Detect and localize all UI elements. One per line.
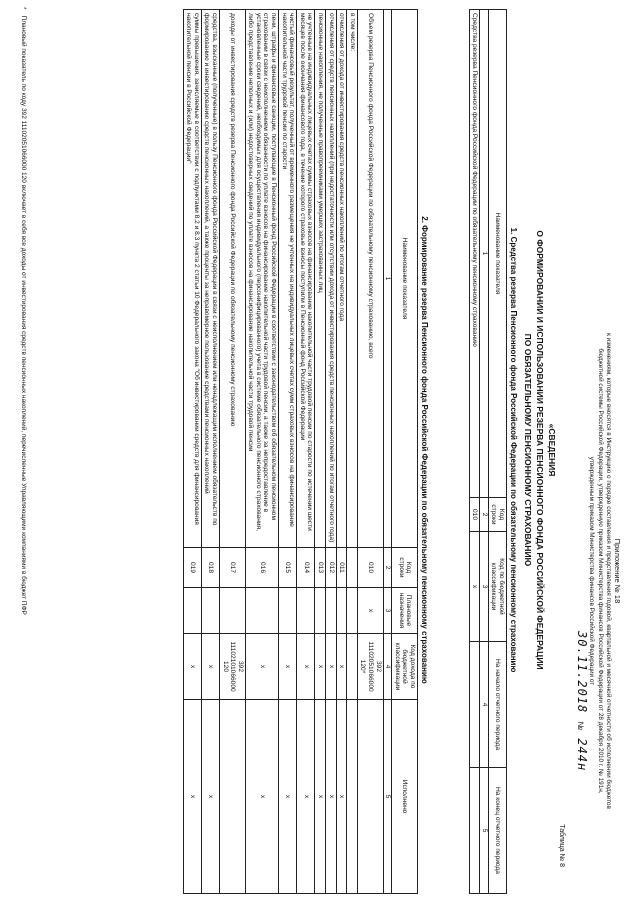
row-done: x xyxy=(336,700,347,894)
section-2-rows xyxy=(183,10,383,894)
table-row xyxy=(347,10,358,894)
row-kbk: x xyxy=(279,634,297,700)
row-code xyxy=(347,548,358,588)
table-row xyxy=(297,10,315,894)
footnote xyxy=(20,7,27,891)
heading-line-1: О ФОРМИРОВАНИИ И ИСПОЛЬЗОВАНИИ РЕЗЕРВА ПЕНСИОННОГО ФОНДА РОССИЙСКОЙ ФЕДЕРАЦИИ xyxy=(535,230,545,670)
col-header-name: Наименование показателя xyxy=(392,10,418,548)
col-number: 2 xyxy=(480,498,489,532)
row-name: отчисления от средств пенсионных накоплений (при недостаточности или отсутствии дохода от инвестирования средств пенсионных накоплений по итогам отчетного года) xyxy=(326,10,337,548)
section-2-title: 2. Формирование резерва Пенсионного фонда Российской Федерации по обязательному пенсионному страхованию xyxy=(420,216,429,684)
row-code: 019 xyxy=(183,548,201,588)
row-name: чистый финансовый результат, полученный от временного размещения не учтенных на индивидуальных лицевых счетах сумм страховых взносов на финансирование накопительной части трудовой пенсии по старости xyxy=(279,10,297,548)
table-row xyxy=(336,10,347,894)
col-header-name: Наименование показателя xyxy=(488,10,506,498)
annex-number: Приложение № 18 xyxy=(613,538,622,604)
row-plan xyxy=(183,588,201,634)
annex-line-3: утвержденным приказом Министерства финансов Российской Федерации от xyxy=(588,456,596,686)
col-number: 3 xyxy=(480,532,489,642)
table-row xyxy=(357,10,383,894)
column-number-row xyxy=(480,10,489,894)
row-done: x xyxy=(315,700,326,894)
row-code: 010 xyxy=(357,548,383,588)
row-done: x xyxy=(297,700,315,894)
row-kbk: x xyxy=(297,634,315,700)
row-name: суммы превышения, зачисляемые в соответствии с подпунктами 8.2 и 8.3 пункта 2 статьи 10 Федерального закона "Об инвестировании средств для финансирования накопительной пенсии в Российской Федерации" xyxy=(183,10,201,548)
row-kbk: x xyxy=(315,634,326,700)
row-plan xyxy=(297,588,315,634)
row-code: 015 xyxy=(279,548,297,588)
row-code: 012 xyxy=(326,548,337,588)
annex-header xyxy=(587,291,621,851)
col-header-done: Исполнено xyxy=(392,700,418,894)
row-plan: x xyxy=(357,588,383,634)
row-kbk: 392 11102051066000 120* xyxy=(357,634,383,700)
table-row xyxy=(183,10,201,894)
row-code: 014 xyxy=(297,548,315,588)
col-header-kbk: Код дохода по бюджетной классификации xyxy=(392,634,418,700)
row-name: не учтенные на индивидуальных лицевых счетах суммы страховых взносов на финансирование накопительной части трудовой пенсии по старости по истечении шести месяцев после окончания финансового года, в течение которого страховые взносы поступили в Пенсионный фонд Российской Федерации xyxy=(297,10,315,548)
row-name: пенсионные накопления, не полученные правопреемниками умерших застрахованных лиц xyxy=(315,10,326,548)
column-number-row xyxy=(383,10,392,894)
row-done xyxy=(347,700,358,894)
col-number: 3 xyxy=(383,588,392,634)
col-header-code: Код строки xyxy=(488,498,506,532)
row-plan xyxy=(326,588,337,634)
row-code: 017 xyxy=(219,548,245,588)
row-kbk: 392 11102101066000 120 xyxy=(219,634,245,700)
col-number: 4 xyxy=(383,634,392,700)
row-done: x xyxy=(245,700,278,894)
col-header-begin: На начало отчетного периода xyxy=(488,642,506,768)
table-header-row xyxy=(392,10,418,894)
table-row xyxy=(326,10,337,894)
row-kbk: x xyxy=(326,634,337,700)
row-done xyxy=(219,700,245,894)
section-1-table xyxy=(469,9,507,894)
table-row xyxy=(279,10,297,894)
row-name: Средства резерва Пенсионного фонда Российской Федерации по обязательному пенсионному страхованию xyxy=(469,10,480,498)
row-name: пени, штрафы и финансовые санкции, поступающие в Пенсионный фонд Российской Федерации в соответствии с законодательством об обязательном пенсионном страховании в связи с неисполнением обязанности по уплате взносов на финансирование накопительной части трудовой пенсии, а также за непредоставление в установленные сроки сведений, необходимых для осуществления индивидуального (персонифицированного) учета в системе обязательного пенсионного страхования, либо представление неполных и (или) недостоверных сведений по уплате взносов на финансирование накопительной части трудовой пенсии xyxy=(245,10,278,548)
footnote-star: * xyxy=(20,7,27,10)
row-plan xyxy=(347,588,358,634)
row-kbk: x xyxy=(183,634,201,700)
section-1-title: 1. Средства резерва Пенсионного фонда Российской Федерации по обязательному пенсионному страхованию xyxy=(509,227,518,673)
row-kbk: x xyxy=(336,634,347,700)
col-number: 1 xyxy=(480,10,489,498)
table-row xyxy=(469,10,480,894)
col-number: 5 xyxy=(480,768,489,894)
col-header-code: Код строки xyxy=(392,548,418,588)
row-done xyxy=(357,700,383,894)
table-row xyxy=(219,10,245,894)
footnote-text: Плановый показатель по коду 392 11102051066000 120 включает в себя все доходы от инвестирования средств пенсионных накоплений, перечисленные Управляющими компаниями в бюджет ПФР xyxy=(20,15,27,615)
row-done: x xyxy=(279,700,297,894)
row-code: 010 xyxy=(469,498,480,532)
row-name: Объем резерва Пенсионного фонда Российской Федерации по обязательному пенсионному страхованию, всего xyxy=(357,10,383,548)
order-no-value: 244н xyxy=(575,738,589,772)
row-code: 018 xyxy=(201,548,219,588)
col-number: 4 xyxy=(480,642,489,768)
table-row xyxy=(201,10,219,894)
row-code: 016 xyxy=(245,548,278,588)
rotated-document-page xyxy=(13,5,625,895)
annex-line-1: к изменениям, которые вносятся в Инструкцию о порядке составления и представления годовой, квартальной и месячной отчетности об исполнении бюджетов xyxy=(604,333,612,809)
row-plan xyxy=(315,588,326,634)
row-plan xyxy=(245,588,278,634)
row-kbk: x xyxy=(201,634,219,700)
annex-line-2: бюджетной системы Российской Федерации, утвержденную приказом Министерства финансов Российской Федерации от 28 декабря 2010 г. № 191н, xyxy=(596,348,604,794)
col-number: 1 xyxy=(383,10,392,548)
order-no-label: № xyxy=(576,721,585,731)
section-2-table xyxy=(183,9,418,894)
row-kbk xyxy=(347,634,358,700)
order-date: 30.11.2018 xyxy=(575,631,589,714)
row-code: 011 xyxy=(336,548,347,588)
row-kbk: x xyxy=(469,532,480,642)
col-header-kbk: Код по бюджетной классификации xyxy=(488,532,506,642)
row-plan xyxy=(201,588,219,634)
col-header-plan: Плановые назначения xyxy=(392,588,418,634)
row-plan xyxy=(219,588,245,634)
row-name: отчисления от дохода от инвестирования средств пенсионных накоплений по итогам отчетного года xyxy=(336,10,347,548)
row-kbk: x xyxy=(245,634,278,700)
table-header-row xyxy=(488,10,506,894)
row-done: x xyxy=(326,700,337,894)
table-row xyxy=(245,10,278,894)
row-begin-value xyxy=(469,642,480,768)
col-header-end: На конец отчетного периода xyxy=(488,768,506,894)
table-number: Таблица № 8 xyxy=(558,824,565,867)
heading-line-2: ПО ОБЯЗАТЕЛЬНОМУ ПЕНСИОННОМУ СТРАХОВАНИЮ xyxy=(523,333,533,567)
col-number: 5 xyxy=(383,700,392,894)
row-name: средства, взысканные (полученные) в пользу Пенсионного фонда Российской Федерации в связи с неисполнением или ненадлежащим исполнением обязательств по формированию и инвестированию средств пенсионных накоплений, а также проценты за неправомерное пользование средствами пенсионных накоплений xyxy=(201,10,219,548)
heading-svedeniya: «СВЕДЕНИЯ xyxy=(547,423,557,477)
col-number: 2 xyxy=(383,548,392,588)
row-done: x xyxy=(183,700,201,894)
row-end-value xyxy=(469,768,480,894)
row-code: 013 xyxy=(315,548,326,588)
table-row xyxy=(315,10,326,894)
row-done: x xyxy=(201,700,219,894)
row-name: в том числе: xyxy=(347,10,358,548)
row-plan xyxy=(279,588,297,634)
order-stamp xyxy=(575,625,589,777)
row-plan xyxy=(336,588,347,634)
row-name: доходы от инвестирования средств резерва Пенсионного фонда Российской Федерации по обязательному пенсионному страхованию xyxy=(219,10,245,548)
